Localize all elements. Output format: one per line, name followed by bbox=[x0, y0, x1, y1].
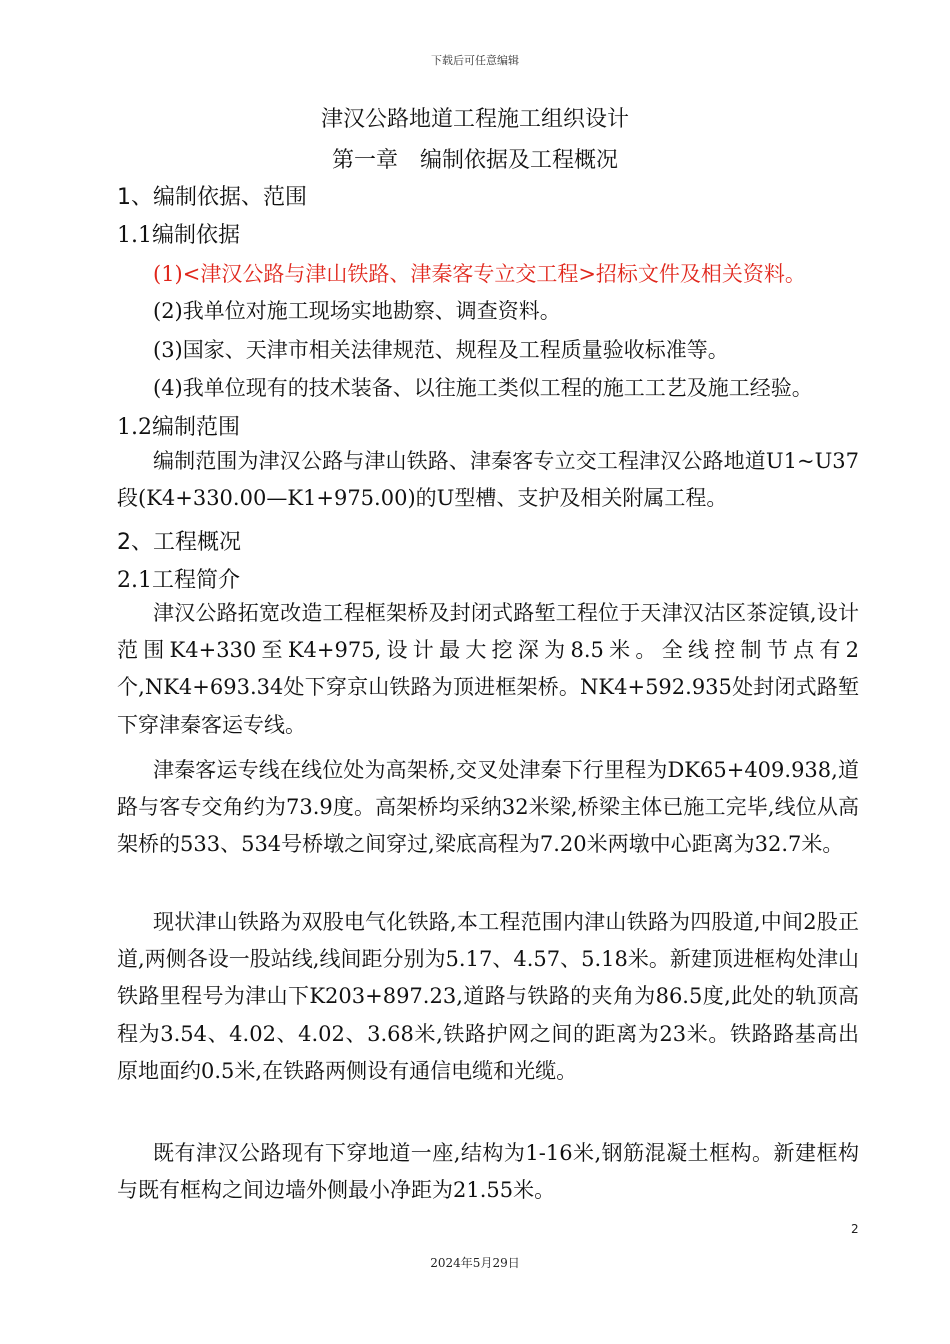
scope-paragraph: 编制范围为津汉公路与津山铁路、津秦客专立交工程津汉公路地道U1~U37段(K4+330.00—K1+975.00)的U型槽、支护及相关附属工程。 bbox=[117, 449, 859, 511]
page-footer-date: 2024年5月29日 bbox=[430, 1256, 520, 1270]
subsection-title: 编制范围 bbox=[152, 415, 241, 440]
overview-paragraph: 津秦客运专线在线位处为高架桥,交叉处津秦下行里程为DK65+409.938,道路与客专交角约为73.9度。高架桥均采纳32米梁,桥梁主体已施工完毕,线位从高架桥的533、534号桥墩之间穿过,梁底高程为7.20米两墩中心距离为32.7米。 bbox=[117, 758, 859, 857]
basis-item: (4)我单位现有的技术装备、以往施工类似工程的施工工艺及施工经验。 bbox=[153, 376, 813, 400]
subsection-title: 编制依据 bbox=[152, 223, 241, 248]
section-heading: 1、编制依据、范围 bbox=[117, 185, 307, 210]
page-header: 下载后可任意编辑 bbox=[431, 54, 519, 67]
page-number: 2 bbox=[851, 1222, 859, 1236]
basis-item: (3)国家、天津市相关法律规范、规程及工程质量验收标准等。 bbox=[153, 338, 729, 362]
overview-paragraph: 现状津山铁路为双股电气化铁路,本工程范围内津山铁路为四股道,中间2股正道,两侧各设一股站线,线间距分别为5.17、4.57、5.18米。新建顶进框构处津山铁路里程号为津山下K203+897.23,道路与铁路的夹角为86.5度,此处的轨顶高程为3.54、4.02、4.02、3.68米,铁路护网之间的距离为23米。铁路路基高出原地面约0.5米,在铁路两侧设有通信电缆和光缆。 bbox=[117, 910, 859, 1083]
subsection-title: 工程简介 bbox=[152, 568, 241, 593]
subsection-number: 2.1 bbox=[117, 568, 152, 593]
subsection-number: 1.1 bbox=[117, 223, 152, 248]
subsection-heading bbox=[117, 410, 240, 441]
document-title: 津汉公路地道工程施工组织设计 bbox=[320, 107, 629, 132]
subsection-heading bbox=[117, 218, 240, 249]
subsection-number: 1.2 bbox=[117, 415, 152, 440]
section-heading: 2、工程概况 bbox=[117, 530, 241, 555]
subsection-heading bbox=[117, 563, 240, 594]
basis-item: (1)<津汉公路与津山铁路、津秦客专立交工程>招标文件及相关资料。 bbox=[153, 262, 806, 286]
overview-paragraph: 津汉公路拓宽改造工程框架桥及封闭式路堑工程位于天津汉沽区茶淀镇,设计范围K4+330至K4+975,设计最大挖深为8.5米。全线控制节点有2个,NK4+693.34处下穿京山铁路为顶进框架桥。NK4+592.935处封闭式路堑下穿津秦客运专线。 bbox=[117, 601, 859, 737]
chapter-title: 第一章 编制依据及工程概况 bbox=[331, 148, 618, 173]
basis-item: (2)我单位对施工现场实地勘察、调查资料。 bbox=[153, 299, 561, 323]
overview-paragraph: 既有津汉公路现有下穿地道一座,结构为1-16米,钢筋混凝土框构。新建框构与既有框构之间边墙外侧最小净距为21.55米。 bbox=[117, 1141, 859, 1203]
